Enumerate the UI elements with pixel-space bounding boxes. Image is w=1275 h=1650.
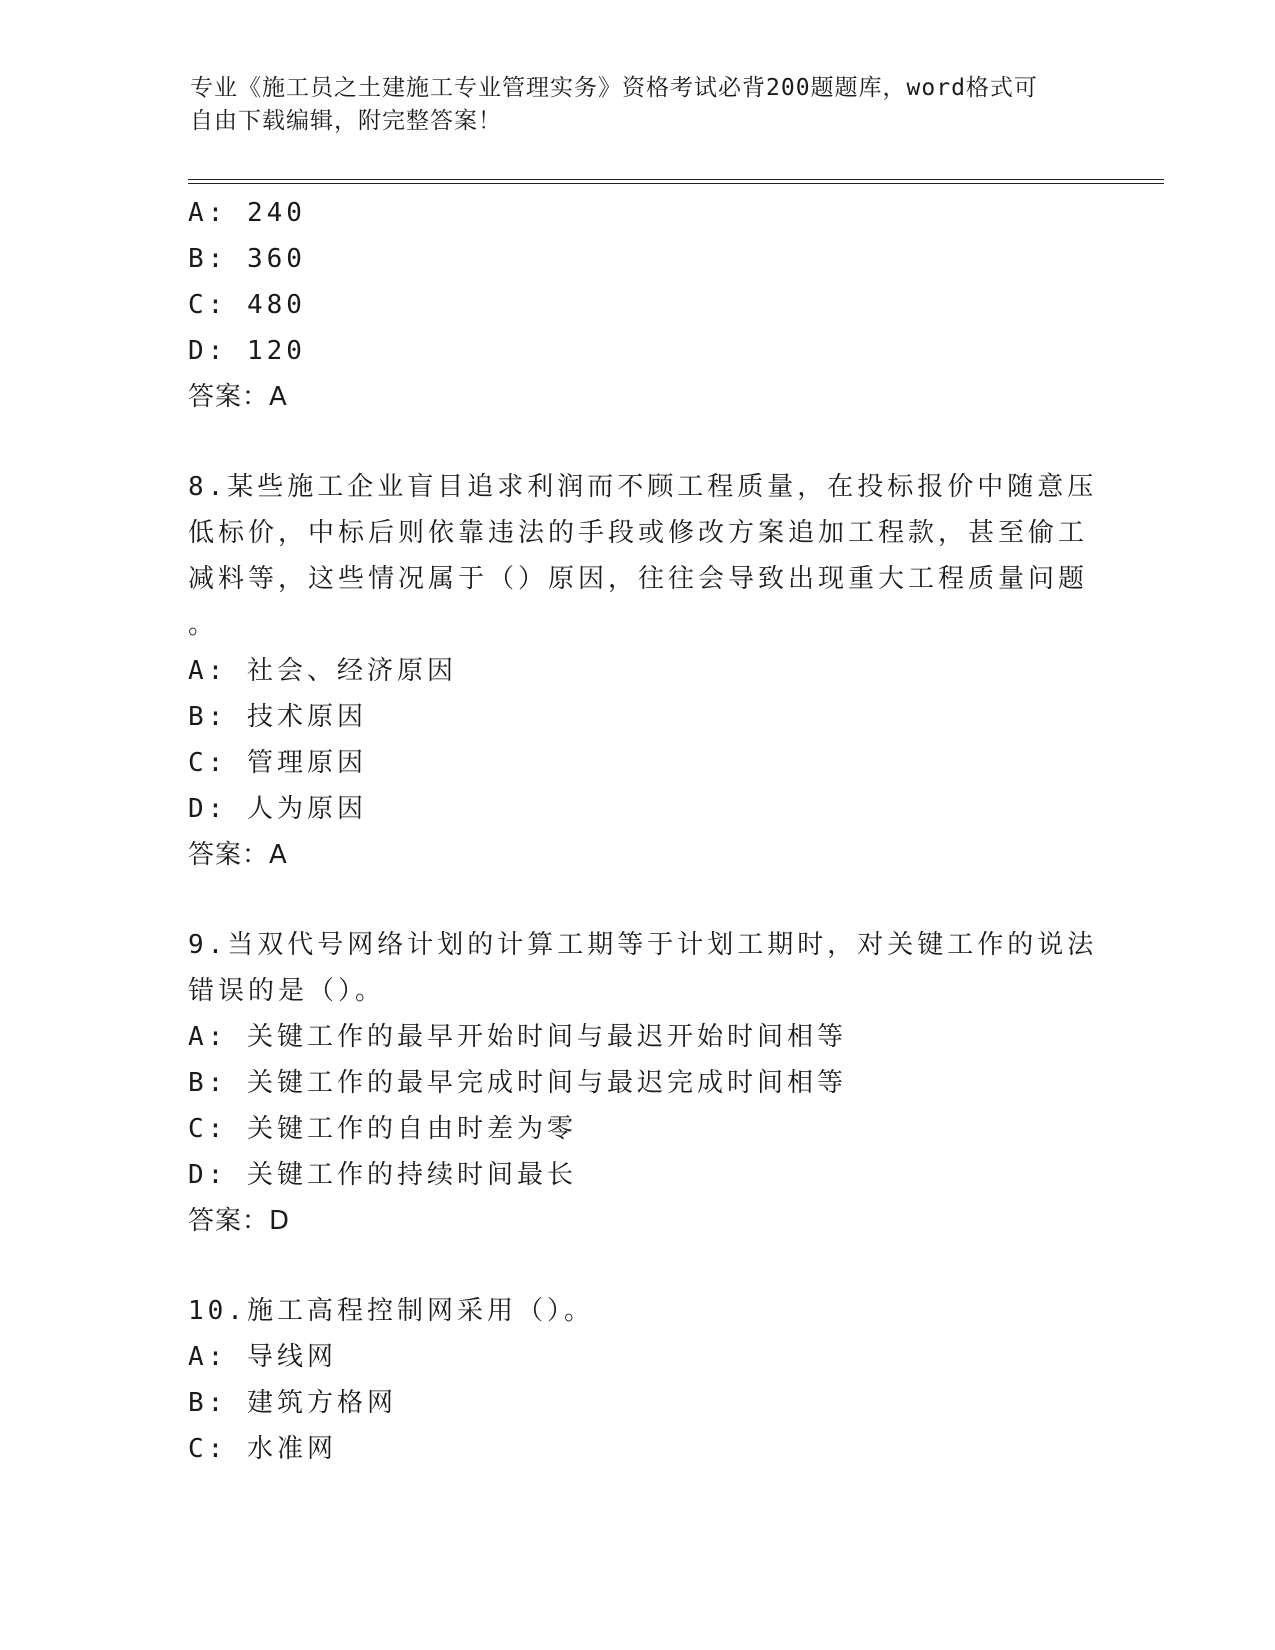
question-text-line: 低标价，中标后则依靠违法的手段或修改方案追加工程款，甚至偷工 bbox=[188, 518, 1089, 548]
document-header bbox=[190, 72, 1070, 138]
option-c: C: 水准网 bbox=[188, 1434, 337, 1464]
option-b: B: 技术原因 bbox=[188, 702, 367, 732]
question-text-line: 减料等，这些情况属于（）原因，往往会导致出现重大工程质量问题 bbox=[188, 564, 1089, 594]
option-b: B: 360 bbox=[188, 244, 306, 274]
spacer bbox=[188, 1244, 1068, 1288]
option-a: A: 关键工作的最早开始时间与最迟开始时间相等 bbox=[188, 1022, 847, 1052]
option-b: B: 建筑方格网 bbox=[188, 1388, 397, 1418]
question-10 bbox=[188, 1288, 1068, 1472]
question-content bbox=[188, 190, 1098, 1472]
header-divider-bottom bbox=[188, 183, 1164, 184]
question-9 bbox=[188, 922, 1098, 1244]
header-line-2: 自由下载编辑，附完整答案！ bbox=[190, 108, 502, 134]
question-text-line: 9.当双代号网络计划的计算工期等于计划工期时，对关键工作的说法 bbox=[188, 930, 1098, 960]
option-d: D: 关键工作的持续时间最长 bbox=[188, 1160, 577, 1190]
question-text-line: 8.某些施工企业盲目追求利润而不顾工程质量，在投标报价中随意压 bbox=[188, 472, 1098, 502]
spacer bbox=[188, 878, 1068, 922]
option-c: C: 管理原因 bbox=[188, 748, 367, 778]
option-a: A: 240 bbox=[188, 198, 306, 228]
option-a: A: 社会、经济原因 bbox=[188, 656, 457, 686]
answer-line: 答案：A bbox=[188, 840, 288, 870]
question-text-line: 。 bbox=[188, 610, 219, 640]
option-d: D: 120 bbox=[188, 336, 306, 366]
option-c: C: 480 bbox=[188, 290, 306, 320]
header-line-1: 专业《施工员之土建施工专业管理实务》资格考试必背200题题库，word格式可 bbox=[190, 75, 1038, 101]
option-c: C: 关键工作的自由时差为零 bbox=[188, 1114, 577, 1144]
answer-line: 答案：D bbox=[188, 1206, 291, 1236]
question-8 bbox=[188, 464, 1098, 878]
question-text-line: 错误的是（）。 bbox=[188, 976, 386, 1006]
answer-line: 答案：A bbox=[188, 382, 288, 412]
spacer bbox=[188, 420, 1068, 464]
question-text-line: 10.施工高程控制网采用（）。 bbox=[188, 1296, 594, 1326]
header-divider-top bbox=[188, 179, 1164, 180]
question-7 bbox=[188, 190, 1068, 420]
option-d: D: 人为原因 bbox=[188, 794, 367, 824]
option-b: B: 关键工作的最早完成时间与最迟完成时间相等 bbox=[188, 1068, 847, 1098]
option-a: A: 导线网 bbox=[188, 1342, 337, 1372]
